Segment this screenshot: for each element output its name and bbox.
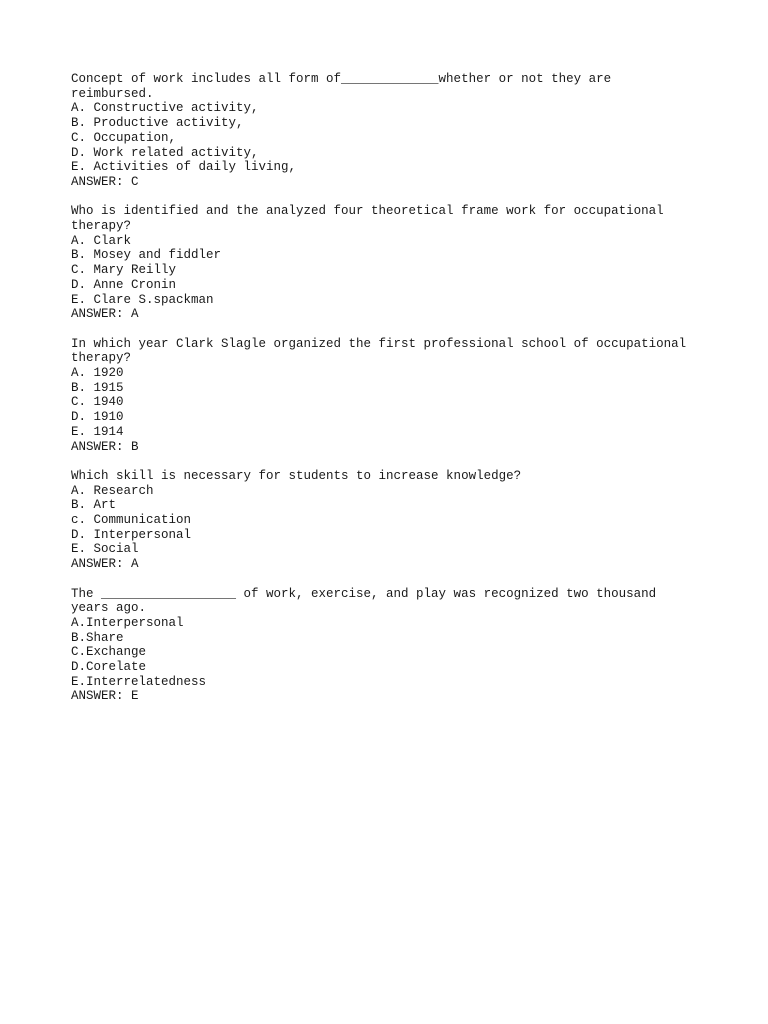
option-c: C. Mary Reilly [71, 263, 177, 278]
answer-line: ANSWER: A [71, 557, 139, 572]
document-page [71, 72, 711, 719]
question-stem-line: Who is identified and the analyzed four theoretical frame work for occupational [71, 204, 664, 219]
option-b: B. 1915 [71, 380, 124, 395]
question-stem-line: therapy? [71, 351, 132, 366]
option-e: E. 1914 [71, 424, 124, 439]
option-e: E. Activities of daily living, [71, 160, 297, 175]
question-stem-line: reimbursed. [71, 86, 154, 101]
option-a: A. Clark [71, 233, 132, 248]
option-b: B. Art [71, 498, 117, 513]
option-b: B.Share [71, 630, 124, 645]
option-e: E. Clare S.spackman [71, 292, 214, 307]
question-stem-line: Which skill is necessary for students to increase knowledge? [71, 468, 522, 483]
option-b: B. Mosey and fiddler [71, 248, 222, 263]
option-c: C. Occupation, [71, 130, 177, 145]
answer-line: ANSWER: A [71, 307, 139, 322]
option-e: E. Social [71, 542, 139, 557]
option-b: B. Productive activity, [71, 116, 244, 131]
question-3 [71, 337, 711, 455]
question-stem-line: Concept of work includes all form of_____________whether or not they are [71, 72, 612, 86]
option-c: C.Exchange [71, 645, 147, 660]
question-stem-line: The __________________ of work, exercise, and play was recognized two thousand [71, 586, 657, 601]
option-c: c. Communication [71, 513, 192, 528]
option-d: D. Interpersonal [71, 527, 192, 542]
option-e: E.Interrelatedness [71, 674, 207, 689]
question-stem-line: In which year Clark Slagle organized the first professional school of occupational [71, 336, 687, 351]
option-d: D. Work related activity, [71, 145, 259, 160]
question-stem-line: therapy? [71, 219, 132, 234]
option-a: A. 1920 [71, 366, 124, 381]
question-1 [71, 72, 711, 190]
answer-line: ANSWER: B [71, 439, 139, 454]
answer-line: ANSWER: E [71, 689, 139, 704]
question-stem-line: years ago. [71, 601, 147, 616]
question-4 [71, 469, 711, 572]
option-d: D. Anne Cronin [71, 277, 177, 292]
option-d: D. 1910 [71, 410, 124, 425]
question-2 [71, 204, 711, 322]
option-c: C. 1940 [71, 395, 124, 410]
option-a: A. Constructive activity, [71, 101, 259, 116]
option-a: A.Interpersonal [71, 615, 184, 630]
option-a: A. Research [71, 483, 154, 498]
answer-line: ANSWER: C [71, 174, 139, 189]
option-d: D.Corelate [71, 660, 147, 675]
question-5 [71, 587, 711, 705]
